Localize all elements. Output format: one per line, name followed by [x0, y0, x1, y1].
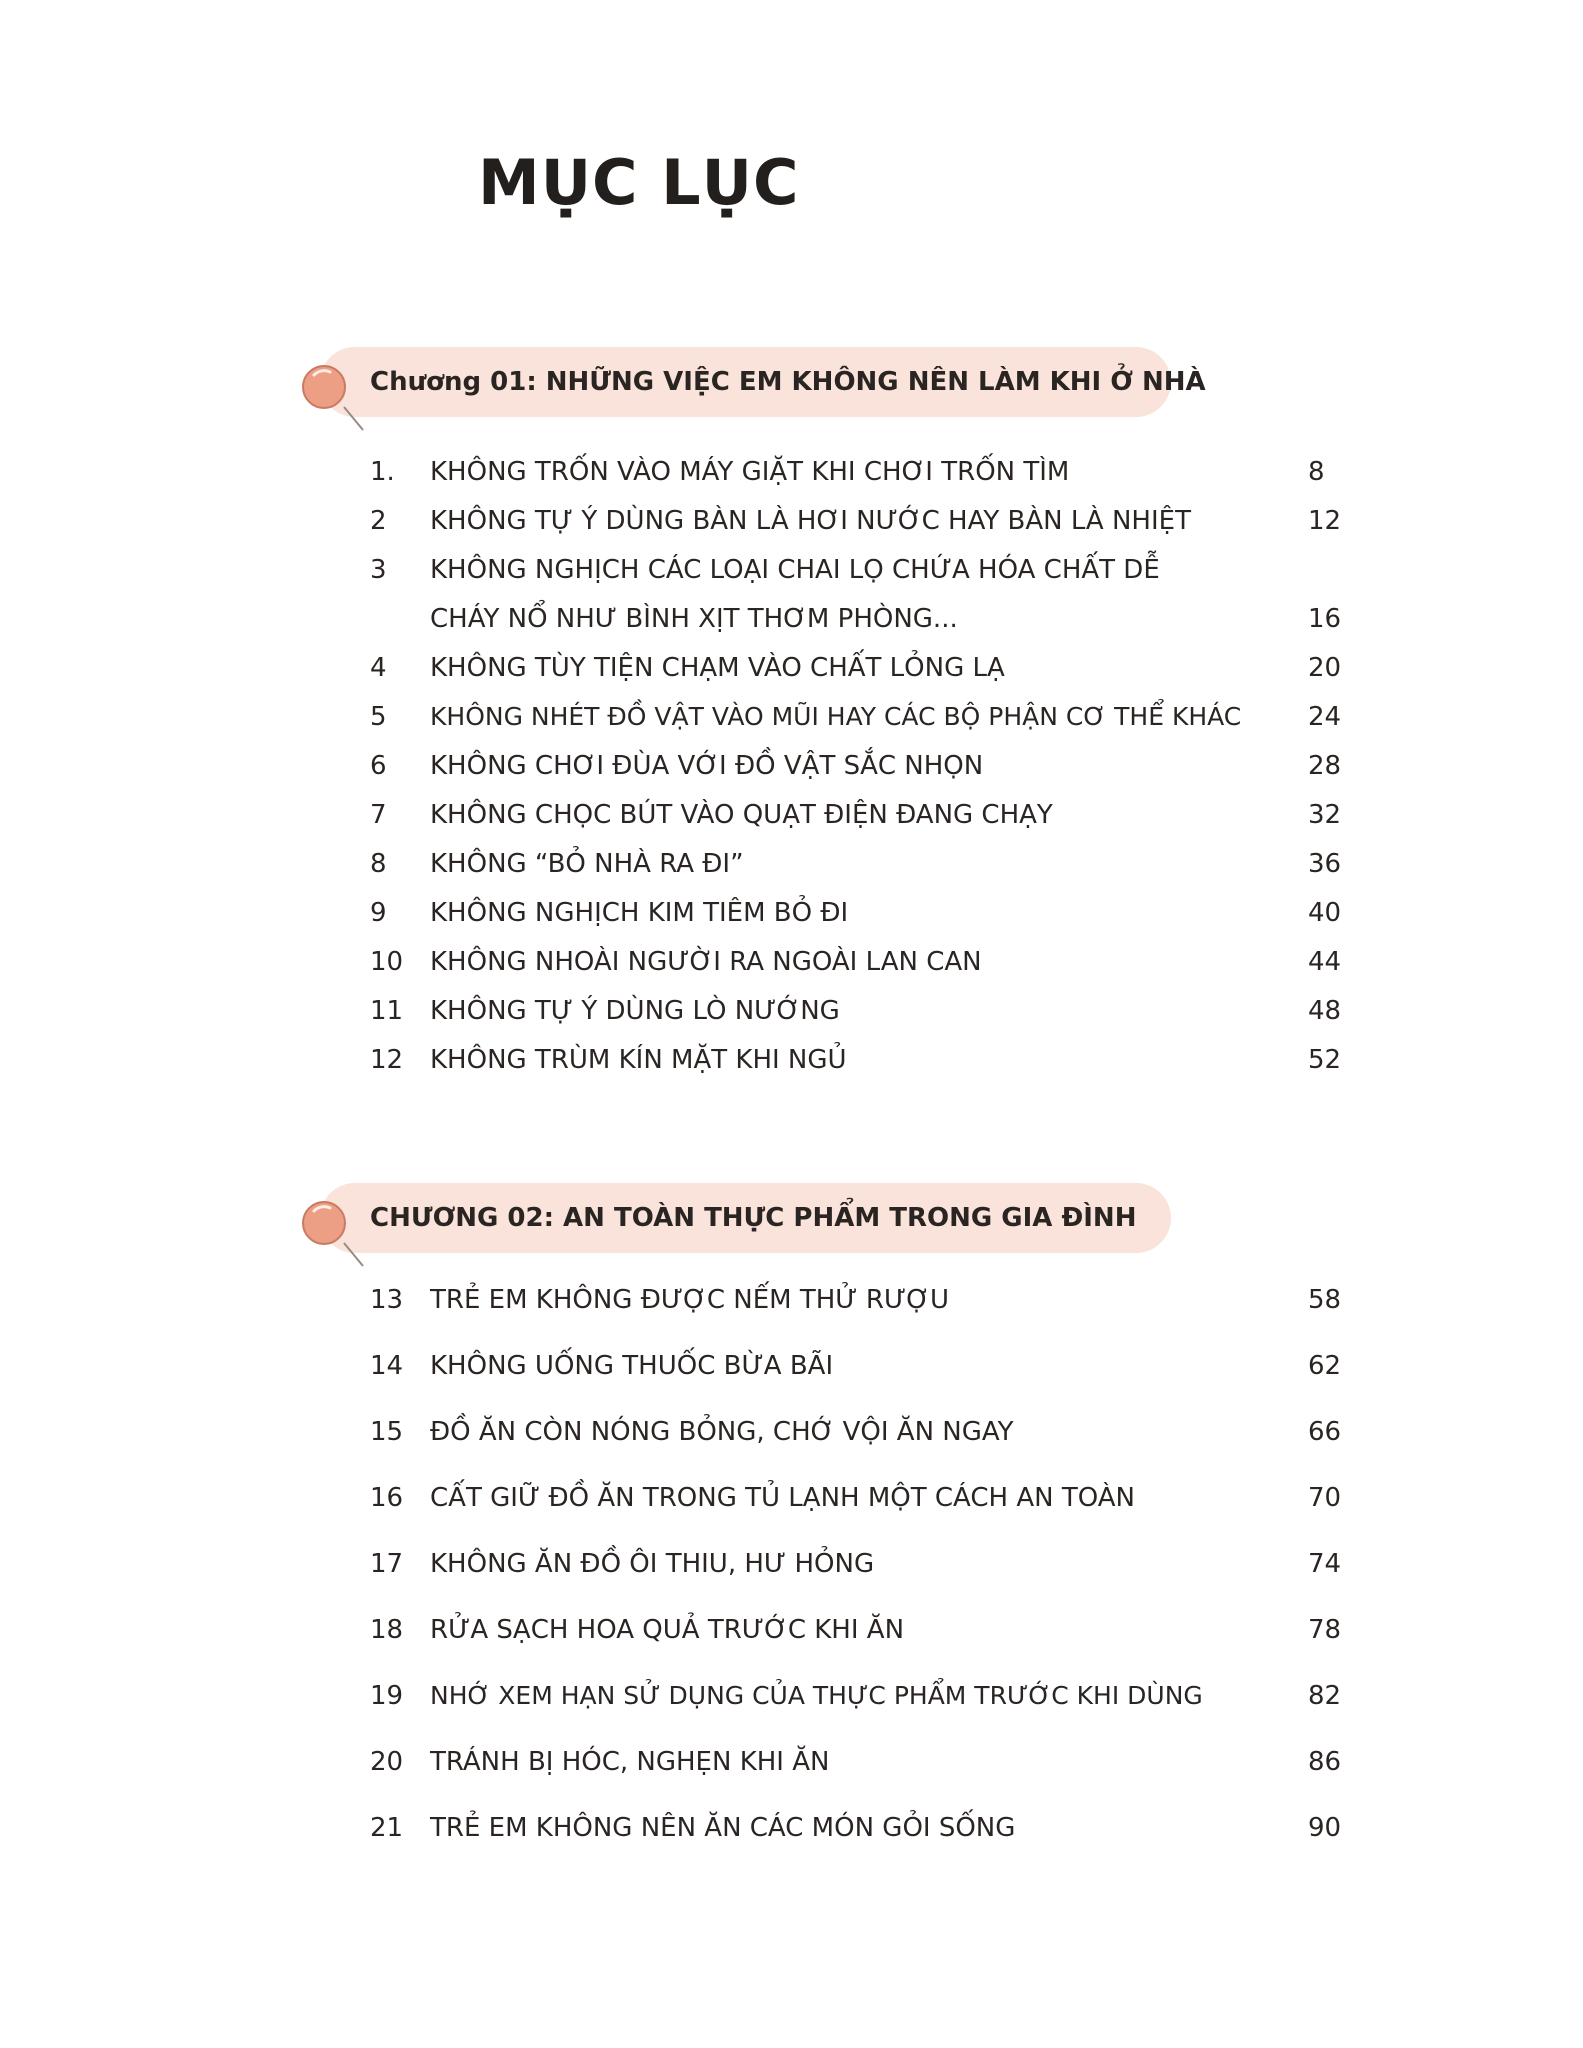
toc-text: KHÔNG CHỌC BÚT VÀO QUẠT ĐIỆN ĐANG CHẠY: [430, 800, 1053, 830]
toc-text: KHÔNG ĂN ĐỒ ÔI THIU, HƯ HỎNG: [430, 1549, 875, 1579]
toc-text: KHÔNG TRÙM KÍN MẶT KHI NGỦ: [430, 1045, 847, 1075]
toc-page: 86: [1308, 1747, 1342, 1777]
toc-num: 6: [370, 751, 387, 781]
toc-num: 11: [370, 996, 404, 1026]
toc-text: KHÔNG TỰ Ý DÙNG LÒ NƯỚNG: [430, 996, 840, 1026]
toc-page: 70: [1308, 1483, 1342, 1513]
toc-page: 20: [1308, 653, 1342, 683]
toc-page: 28: [1308, 751, 1342, 781]
toc-page: 62: [1308, 1351, 1342, 1381]
toc-text: KHÔNG NHÉT ĐỒ VẬT VÀO MŨI HAY CÁC BỘ PHẬN CƠ THỂ KHÁC: [430, 702, 1242, 731]
chapter-title: CHƯƠNG 02: AN TOÀN THỰC PHẨM TRONG GIA ĐÌNH: [370, 1203, 1137, 1233]
toc-page: 24: [1308, 702, 1342, 732]
toc-text: TRẺ EM KHÔNG NÊN ĂN CÁC MÓN GỎI SỐNG: [430, 1813, 1016, 1843]
toc-num: 13: [370, 1285, 404, 1315]
toc-text: KHÔNG NHOÀI NGƯỜI RA NGOÀI LAN CAN: [430, 947, 982, 977]
chapter-title: Chương 01: NHỮNG VIỆC EM KHÔNG NÊN LÀM KHI Ở NHÀ: [370, 367, 1206, 397]
toc-text: KHÔNG TỰ Ý DÙNG BÀN LÀ HƠI NƯỚC HAY BÀN LÀ NHIỆT: [430, 506, 1191, 536]
toc-page: 52: [1308, 1045, 1342, 1075]
toc-num: 7: [370, 800, 387, 830]
toc-num: 8: [370, 849, 387, 879]
toc-text: ĐỒ ĂN CÒN NÓNG BỎNG, CHỚ VỘI ĂN NGAY: [430, 1417, 1014, 1447]
toc-text: RỬA SẠCH HOA QUẢ TRƯỚC KHI ĂN: [430, 1615, 905, 1645]
toc-page: 44: [1308, 947, 1342, 977]
toc-page: 66: [1308, 1417, 1342, 1447]
chapter-header: [300, 347, 1206, 417]
toc-page: 58: [1308, 1285, 1342, 1315]
toc-page: 78: [1308, 1615, 1342, 1645]
toc-text: KHÔNG NGHỊCH CÁC LOẠI CHAI LỌ CHỨA HÓA CHẤT DỄ: [430, 555, 1160, 585]
page-title: MỤC LỤC: [478, 146, 800, 219]
toc-num: 17: [370, 1549, 404, 1579]
toc-text: KHÔNG UỐNG THUỐC BỪA BÃI: [430, 1351, 834, 1381]
toc-text: NHỚ XEM HẠN SỬ DỤNG CỦA THỰC PHẨM TRƯỚC KHI DÙNG: [430, 1681, 1203, 1710]
toc-num: 14: [370, 1351, 404, 1381]
toc-num: 3: [370, 555, 387, 585]
toc-text: CẤT GIỮ ĐỒ ĂN TRONG TỦ LẠNH MỘT CÁCH AN TOÀN: [430, 1483, 1135, 1513]
toc-num: 21: [370, 1813, 404, 1843]
toc-text: KHÔNG NGHỊCH KIM TIÊM BỎ ĐI: [430, 898, 849, 928]
toc-num: 2: [370, 506, 387, 536]
toc-page: 36: [1308, 849, 1342, 879]
toc-text: KHÔNG “BỎ NHÀ RA ĐI”: [430, 849, 744, 879]
toc-text: TRẺ EM KHÔNG ĐƯỢC NẾM THỬ RƯỢU: [430, 1285, 950, 1315]
toc-num: 1.: [370, 457, 395, 487]
toc-num: 10: [370, 947, 404, 977]
toc-num: 16: [370, 1483, 404, 1513]
magnifier-icon: [300, 1199, 368, 1271]
toc-num: 12: [370, 1045, 404, 1075]
toc-page: 82: [1308, 1681, 1342, 1711]
toc-num: 5: [370, 702, 387, 732]
toc-num: 15: [370, 1417, 404, 1447]
toc-page: 8: [1308, 457, 1325, 487]
toc-page: 74: [1308, 1549, 1342, 1579]
toc-page: 90: [1308, 1813, 1342, 1843]
toc-page: 48: [1308, 996, 1342, 1026]
toc-text: KHÔNG CHƠI ĐÙA VỚI ĐỒ VẬT SẮC NHỌN: [430, 751, 984, 781]
toc-page: 40: [1308, 898, 1342, 928]
toc-text: KHÔNG TRỐN VÀO MÁY GIẶT KHI CHƠI TRỐN TÌM: [430, 457, 1070, 487]
toc-text-continued: CHÁY NỔ NHƯ BÌNH XỊT THƠM PHÒNG...: [430, 604, 958, 634]
toc-num: 4: [370, 653, 387, 683]
toc-text: KHÔNG TÙY TIỆN CHẠM VÀO CHẤT LỎNG LẠ: [430, 653, 1005, 683]
magnifier-icon: [300, 363, 368, 435]
chapter-header: [300, 1183, 1171, 1253]
toc-page: 12: [1308, 506, 1342, 536]
toc-page: 32: [1308, 800, 1342, 830]
toc-num: 9: [370, 898, 387, 928]
toc-num: 18: [370, 1615, 404, 1645]
toc-num: 19: [370, 1681, 404, 1711]
toc-num: 20: [370, 1747, 404, 1777]
toc-page: 16: [1308, 604, 1342, 634]
toc-text: TRÁNH BỊ HÓC, NGHẸN KHI ĂN: [430, 1747, 830, 1777]
